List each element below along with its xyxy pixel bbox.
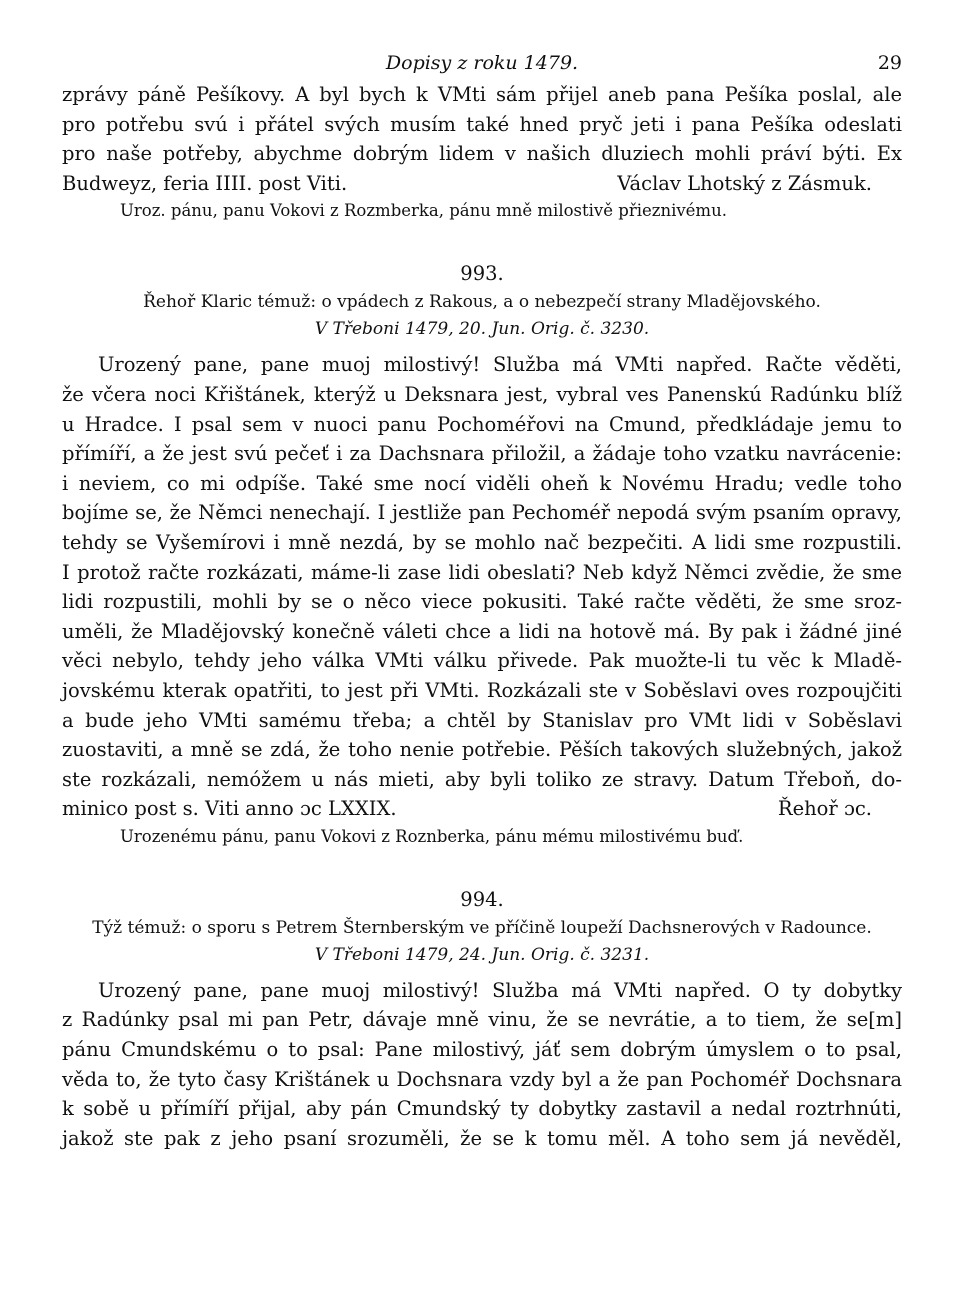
signature: Řehoř ɔc. <box>777 797 872 821</box>
page-header <box>62 48 902 80</box>
text-line: I protož račte rozkázati, máme-li zase lidi obeslati? Neb když Němci zvědie, že sme <box>62 560 902 584</box>
letter-text <box>62 976 902 1154</box>
text-line: pánu Cmundskému o to psal: Pane milostivý, jáť sem dobrým úmyslem o to psal, <box>62 1038 902 1062</box>
text-line: zprávy páně Pešíkovy. A byl bych k VMti sám přijel aneb pana Pešíka poslal, ale <box>62 83 902 106</box>
dating-clause: Budweyz, feria IIII. post Viti. <box>62 171 348 195</box>
text-line: jakož ste pak z jeho psaní srozuměli, že se k tomu měl. A toho sem já nevěděl, <box>62 1126 902 1150</box>
text-line: Urozený pane, pane muoj milostivý! Služba má VMti napřed. Račte věděti, <box>98 353 902 377</box>
dating-clause: minico post s. Viti anno ɔc LXXIX. <box>62 797 397 821</box>
text-line: lidi rozpustili, mohli by se o něco viece pokusiti. Také račte věděti, že sme sroz- <box>62 590 902 614</box>
text-line: z Radúnky psal mi pan Petr, dávaje mně vinu, že se nevrátie, a to tiem, že se[m] <box>62 1008 902 1032</box>
text-line: věda to, že tyto časy Krištánek u Dochsnara vzdy byl a že pan Pochoméř Dochsnara <box>62 1067 902 1091</box>
running-title: Dopisy z roku 1479. <box>385 52 579 74</box>
closing-line <box>62 794 902 824</box>
text-line: uměli, že Mladějovský konečně váleti chce a lidi na hotově má. By pak i žádné jiné <box>62 619 902 643</box>
text-line: k sobě u přímíří přijal, aby pán Cmundský ty dobytky zastavil a nedal roztrhnúti, <box>62 1097 902 1121</box>
document-dating: V Třeboni 1479, 24. Jun. Orig. č. 3231. <box>314 944 650 965</box>
letter-address: Uroz. pánu, panu Vokovi z Rozmberka, pánu mně milostivě přieznivému. <box>120 201 727 221</box>
document-number: 993. <box>460 262 504 286</box>
text-line: a bude jeho VMti samému třeba; a chtěl by Stanislav pro VMt lidi v Soběslavi <box>62 708 902 732</box>
page-number: 29 <box>877 52 902 74</box>
text-line: tehdy se Vyšemírovi i mně nezdá, by se mohlo nač bezpečiti. A lidi sme rozpustili. <box>62 530 902 554</box>
text-line: jovskému kterak opatřiti, to jest při VMti. Rozkázali ste v Soběslavi oves rozpoujčiti <box>62 678 902 702</box>
text-line: přímíří, a že jest svú pečeť i za Dachsnara přiložil, a žádaje toho vzatku navrácenie: <box>62 442 902 466</box>
document-regest: Řehoř Klaric témuž: o vpádech z Rakous, a o nebezpečí strany Mladějovského. <box>143 292 821 313</box>
document-dating: V Třeboni 1479, 20. Jun. Orig. č. 3230. <box>314 319 650 340</box>
letter-address: Urozenému pánu, panu Vokovi z Roznberka, pánu mému milostivému buď. <box>120 826 744 846</box>
letter-text <box>62 350 902 824</box>
document-number: 994. <box>460 887 504 911</box>
text-line: bojíme se, že Němci nenechají. I jestliže pan Pechoméř nepodá svým psaním opravy, <box>62 501 902 525</box>
text-line: Urozený pane, pane muoj milostivý! Služba má VMti napřed. O ty dobytky <box>98 978 902 1002</box>
text-line: pro potřebu svú i přátel svých musím také hned pryč jeti i pana Pešíka odeslati <box>62 112 902 136</box>
text-line: pro naše potřeby, abychme dobrým lidem v našich dluziech mohli práví býti. Ex <box>62 142 902 166</box>
text-line: ste rozkázali, nemóžem u nás mieti, aby byli toliko ze stravy. Datum Třeboň, do- <box>62 767 902 791</box>
text-line: že včera noci Křištánek, kterýž u Deksnara jest, vybral ves Panenskú Radúnku blíž <box>62 382 902 406</box>
document-page <box>62 48 902 1153</box>
signature: Václav Lhotský z Zásmuk. <box>617 171 872 195</box>
previous-letter-text <box>62 80 902 198</box>
document-regest: Týž témuž: o sporu s Petrem Šternberským ve příčině loupeží Dachsnerových v Radounce. <box>92 917 872 938</box>
text-line: věci nebylo, tehdy jeho válka VMti válku přivede. Pak muožte-li tu věc k Mladě- <box>62 649 902 673</box>
text-line: zuostaviti, a mně se zdá, že toho nenie potřebie. Pěších takových služebných, jakož <box>62 738 902 762</box>
closing-line <box>62 169 902 199</box>
text-line: i neviem, co mi odpíše. Také sme nocí viděli oheň k Novému Hradu; vedle toho <box>62 471 902 495</box>
text-line: u Hradce. I psal sem v nuoci panu Pochoméřovi na Cmund, předkládaje jemu to <box>62 412 902 436</box>
